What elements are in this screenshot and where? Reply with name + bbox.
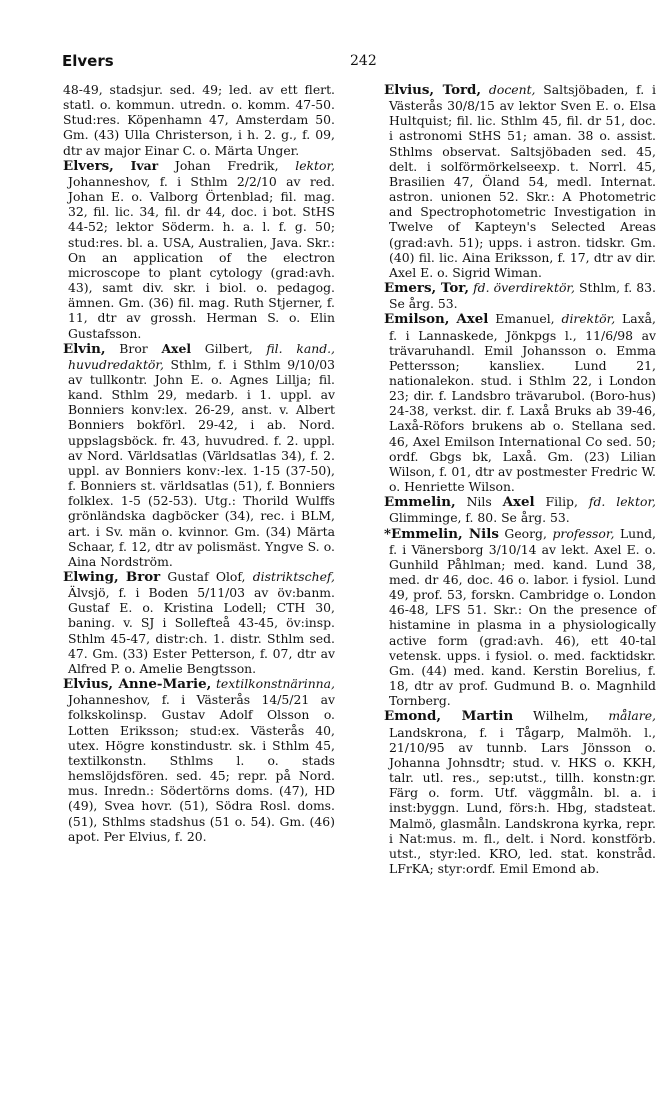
entry-emmelin-nils: *Emmelin, Nils Georg, professor, Lund, f. i Vänersborg 3/10/14 av lekt. Axel E. o. Gunhild Påhlman; med. kand. Lund 38, med. dr 46, doc. 46 o. labor. i fysiol. Lund 49, prof. 53, forskn. Cambridge o. London 46-48, LFS 51. Skr.: On the presence of histamine in plasma in a physiologically active form (grad:avh. 46), ett 40-tal vetensk. upps. i fysiol. o. med. facktidskr. Gm. (44) med. kand. Kerstin Borelius, f. 18, dtr av prof. Gudmund B. o. Magnhild Tornberg. [384,525,656,709]
entry-emers-tor: Emers, Tor, fd. överdirektör, Sthlm, f. 83. Se årg. 53. [384,280,656,312]
left-column [63,82,335,844]
running-head [62,52,652,74]
entry-elvius-tord: Elvius, Tord, docent, Saltsjöbaden, f. i Västerås 30/8/15 av lektor Sven E. o. Elsa Hultquist; fil. lic. Sthlm 45, fil. dr 51, doc. i astronomi StHS 51; aman. 38 o. assist. Sthlms observat. Saltsjöbaden sed. 45, delt. i solförmörkelseexp. t. Norrl. 45, Brasilien 47, Öland 54, medl. Internat. astron. unionen 52. Skr.: A Photometric and Spectrophotometric Investigation in Twelve of Kapteyn's Selected Areas (grad:avh. 51); upps. i astron. tidskr. Gm. (40) fil. lic. Aina Eriksson, f. 17, dtr av dir. Axel E. o. Sigrid Wiman. [384,82,656,280]
entry-elvin-axel: Elvin, Bror Axel Gilbert, fil. kand., huvudredaktör, Sthlm, f. i Sthlm 9/10/03 av tullkontr. John E. o. Agnes Lillja; fil. kand. Sthlm 29, medarb. i 1. uppl. av Bonniers konv:lex. 26-29, anst. v. Albert Bonniers bokförl. 29-42, i ab. Nord. uppslagsböck. fr. 43, huvudred. f. 2. uppl. av Nord. Världsatlas (Världsatlas 34), f. 2. uppl. av Bonniers konv:-lex. 1-15 (37-50), f. Bonniers st. världsatlas (51), f. Bonniers folklex. 1-5 (52-53). Utg.: Thorild Wulffs grönländska dagböcker (34), rec. i BLM, art. i Sv. män o. kvinnor. Gm. (34) Märta Schaar, f. 12, dtr av polismäst. Yngve S. o. Aina Nordström. [63,340,335,569]
entry-continuation: 48-49, stadsjur. sed. 49; led. av ett flert. statl. o. kommun. utredn. o. komm. 47-50. Stud:res. Köpenhamn 47, Amsterdam 50. Gm. (43) Ulla Christerson, i h. 2. g., f. 09, dtr av major Einar C. o. Märta Unger. [63,82,335,158]
running-head-name: Elvers [62,52,114,70]
entry-elvius-anne-marie: Elvius, Anne-Marie, textilkonstnärinna, Johanneshov, f. i Västerås 14/5/21 av folkskolinsp. Gustav Adolf Olsson o. Lotten Eriksson; stud:ex. Västerås 40, utex. Högre konstindustr. sk. i Sthlm 45, textilkonstn. Sthlms l. o. stads hemslöjdsfören. sed. 45; repr. på Nord. mus. Inredn.: Södertörns doms. (47), HD (49), Svea hovr. (51), Södra Rosl. doms. (51), Sthlms stadshus (51 o. 54). Gm. (46) apot. Per Elvius, f. 20. [63,676,335,844]
entry-emmelin-axel: Emmelin, Nils Axel Filip, fd. lektor, Glimminge, f. 80. Se årg. 53. [384,494,656,526]
page-number: 242 [350,53,377,69]
entry-emond-martin: Emond, Martin Wilhelm, målare, Landskrona, f. i Tågarp, Malmöh. l., 21/10/95 av tunnb. Lars Jönsson o. Johanna Johnsdtr; stud. v. HKS o. KKH, talr. utl. res., sep:utst., tillh. konstn:gr. Färg o. form. Utf. väggmåln. bl. a. i inst:byggn. Lund, förs:h. Hbg, stadsteat. Malmö, glasmåln. Landskrona kyrka, repr. i Nat:mus. m. fl., delt. i Nord. konstförb. utst., styr:led. KRO, led. stat. konstråd. LFrKA; styr:ordf. Emil Emond ab. [384,708,656,876]
entry-emilson-axel: Emilson, Axel Emanuel, direktör, Laxå, f. i Lannaskede, Jönkpgs l., 11/6/98 av trävaruhandl. Emil Johansson o. Emma Pettersson; kansliex. Lund 21, nationalekon. stud. i Sthlm 22, i London 23; dir. f. Landsbro trävarubol. (Boro-hus) 24-38, verkst. dir. f. Laxå Bruks ab 39-46, Laxå-Röfors brukens ab o. Stellana sed. 46, Axel Emilson International Co sed. 50; ordf. Gbgs bk, Laxå. Gm. (23) Lilian Wilson, f. 01, dtr av postmester Fredric W. o. Henriette Wilson. [384,311,656,495]
entry-elvers-ivar: Elvers, Ivar Johan Fredrik, lektor, Johanneshov, f. i Sthlm 2/2/10 av red. Johan E. o. Valborg Örtenblad; fil. mag. 32, fil. lic. 34, fil. dr 44, doc. i bot. StHS 44-52; lektor Söderm. h. a. l. f. g. 50; stud:res. bl. a. USA, Australien, Java. Skr.: On an application of the electron microscope to plant cytology (grad:avh. 43), samt div. skr. i biol. o. pedagog. ämnen. Gm. (36) fil. mag. Ruth Stjerner, f. 11, dtr av grossh. Herman S. o. Elin Gustafsson. [63,157,335,341]
entry-elwing-bror: Elwing, Bror Gustaf Olof, distriktschef, Älvsjö, f. i Boden 5/11/03 av öv:banm. Gustaf E. o. Kristina Lodell; CTH 30, baning. v. SJ i Sollefteå 43-45, öv:insp. Sthlm 45-47, distr:ch. 1. distr. Sthlm sed. 47. Gm. (33) Ester Petterson, f. 07, dtr av Alfred P. o. Amelie Bengtsson. [63,569,335,676]
right-column [384,82,656,876]
